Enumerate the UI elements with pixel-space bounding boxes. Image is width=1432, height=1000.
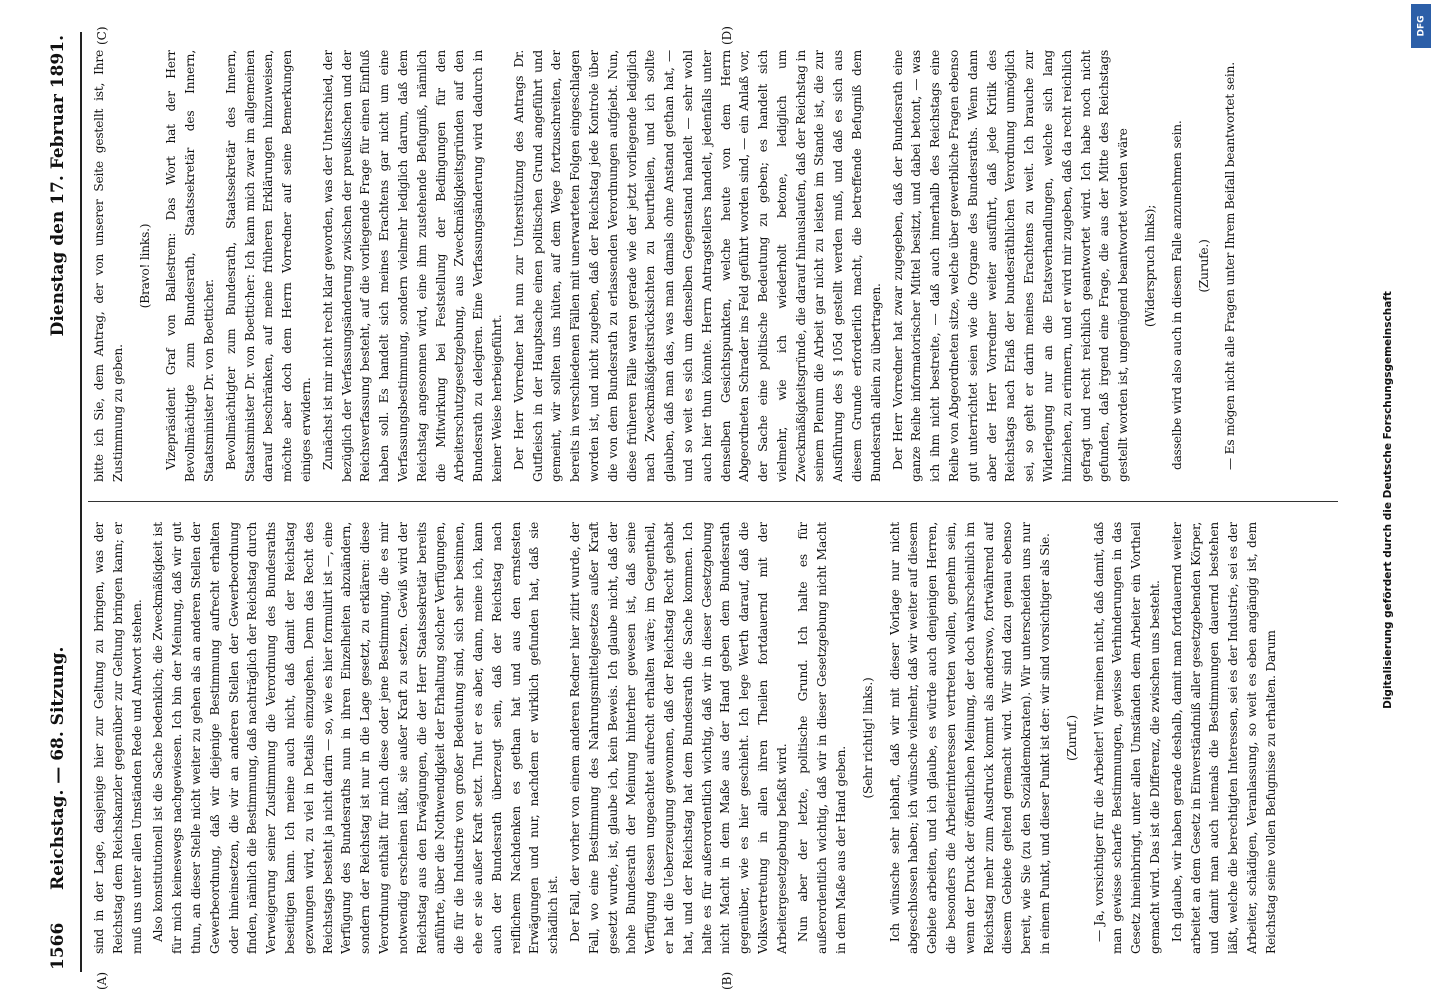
imprint-text: Digitalisierung gefördert durch die Deutsche Forschungsgemeinschaft	[1382, 291, 1394, 709]
paragraph: Der Fall, der vorher von einem anderen Redner hier zitirt wurde, der Fall, wo eine Bestimmung des Nahrungsmittelgesetzes außer Kraft gesetzt wurde, ist, glaube ich, kein Beweis. Ich glaube nicht, daß der hohe Bundesrath der Meinung hinterher gewesen ist, daß seine Verfügung dessen ungeachtet aufrecht erhalten wäre; im Gegentheil, er hat die Ueberzeugung gewonnen, daß der Reichstag Recht gehabt hat, und der Reichstag hat dem Bundesrath die Sache kommen. Ich halte es für außerordentlich wichtig, daß wir in dieser Gesetzgebung nicht Macht in dem Maße aus der Hand geben dem Bundesrath gegenüber, wie es hier geschieht. Ich lege Werth darauf, daß die Volksvertretung in allen ihren Theilen fortdauernd mit der Arbeitergesetzgebung befaßt wird.	[567, 522, 789, 954]
margin-marker-a: (A)	[95, 971, 109, 990]
interjection: (Zuruf.)	[1064, 715, 1079, 761]
paragraph: Ich glaube, wir haben gerade deshalb, damit man fortdauernd weiter arbeitet an dem Gesetz in Einverständniß aller gesetzgebenden Körper, und damit man auch niemals die Bestimmungen dauernd bestehen läßt, welche die berechtigten Interessen, sei es der Industrie, sei es der Arbeiter, schädigen, Veranlassung, so weit es eben angängig ist, dem Reichstag seine vollen Befugnisse zu erhalten. Darum	[1169, 522, 1278, 954]
digitization-imprint	[1382, 0, 1432, 1000]
paragraph: Zunächst ist mir nicht recht klar geworden, was der Unterschied, der bezüglich der Verfassungsänderung zwischen der preußischen und der Reichsverfassung besteht, auf die vorliegende Frage für einen Einfluß haben soll. Es handelt sich meines Erachtens gar nicht um eine Verfassungsbestimmung, sondern vielmehr lediglich darum, daß dem Reichstag angesonnen wird, eine ihm zustehende Befugniß, nämlich die Mitwirkung bei Feststellung der Bedingungen für den Arbeiterschutzgesetzgebung, aus Zweckmäßigkeitsgründen auf den Bundesrath zu delegiren. Eine Verfassungsänderung wird dadurch in keiner Weise herbeigeführt.	[320, 50, 504, 482]
paragraph: Der Herr Vorredner hat zwar zugegeben, daß der Bundesrath eine ganze Reihe informatorischer Mittel besitzt, und dabei betont, — was ich ihm nicht bestreite, — daß auch innerhalb des Reichstags eine Reihe von Abgeordneten sitze, welche über gewerbliche Fragen ebenso gut unterrichtet seien wie die Organe des Bundesraths. Wenn dann aber der Herr Vorredner weiter ausführt, daß jede Kritik des Reichstags nach Erlaß der bundesräthlichen Verordnung unmöglich sei, so geht er darin meines Erachtens zu weit. Ich brauche zur Widerlegung nur an die Etatsverhandlungen, welche sich lang hinziehen, zu erinnern, und er wird mir zugeben, daß da recht reichlich gefragt und recht reichlich geantwortet wird. Ich habe noch nicht gefunden, daß irgend eine Frage, die aus der Mitte des Reichstags gestellt worden ist, ungenügend beantwortet worden wäre	[890, 50, 1131, 482]
paragraph: Vizepräsident Graf von Ballestrem: Das Wort hat der Herr Bevollmächtigte zum Bundesrath, Staatssekretär des Innern, Staatsminister Dr. von Boetticher.	[164, 50, 216, 482]
paragraph: sind in der Lage, dasjenige hier zur Geltung zu bringen, was der Reichstag dem Reichskanzler gegenüber zur Geltung bringen kann; er muß uns unter allen Umständen Rede und Antwort stehen.	[92, 522, 144, 954]
paragraph: Bevollmächtigter zum Bundesrath, Staatssekretär des Innern, Staatsminister Dr. von Boetticher: Ich kann mich zwar im allgemeinen darauf beschränken, auf meine früheren Erklärungen hinzuweisen, möchte aber doch dem Herrn Vorredner auf seine Bemerkungen einiges erwidern.	[223, 50, 313, 482]
paragraph: Ich wünsche sehr lebhaft, daß wir mit dieser Vorlage nur nicht abgeschlossen haben; ich wünsche vielmehr, daß wir weiter auf diesem Gebiete arbeiten, und ich glaube, es würde auch denjenigen Herren, die besonders die Arbeiterinteressen vertreten wollen, genehm sein, wenn der Druck der öffentlichen Meinung, der doch wahrscheinlich im Reichstag mehr zum Ausdruck kommt als anderswo, fortwährend auf diesem Gebiete geltend gemacht wird. Wir sind dazu genau ebenso bereit, wie Sie (zu den Sozialdemokraten). Wir unterscheiden uns nur in einem Punkt, und dieser Punkt ist der: wir sind vorsichtiger als Sie.	[887, 522, 1053, 954]
paragraph: bitte ich Sie, dem Antrag, der von unserer Seite gestellt ist, Ihre Zustimmung zu geben.	[92, 50, 125, 482]
paragraph: — Ja, vorsichtiger für die Arbeiter! Wir meinen nicht, daß damit, daß man gewisse scharfe Bestimmungen, gewisse Verhinderungen in das Gesetz hineinbringt, unter allen Umständen dem Arbeiter ein Vortheil gemacht wird. Das ist die Differenz, die zwischen uns besteht.	[1091, 522, 1163, 954]
column-divider	[88, 501, 1338, 502]
header-rule	[80, 32, 82, 972]
paragraph: dasselbe wird also auch in diesem Falle anzunehmen sein.	[1169, 120, 1184, 470]
header-left-title: Reichstag. — 68. Sitzung.	[48, 646, 68, 890]
margin-marker-d: (D)	[720, 26, 734, 45]
interjection: (Sehr richtig! links.)	[860, 677, 875, 799]
interjection: (Widerspruch links);	[1143, 204, 1158, 328]
interjection: (Bravo! links.)	[137, 223, 152, 309]
page-number: 1566	[48, 922, 68, 970]
margin-marker-c: (C)	[95, 26, 109, 45]
interjection: (Zurufe.)	[1196, 239, 1211, 293]
header-right-title: Dienstag den 17. Februar 1891.	[48, 35, 68, 337]
dfg-logo	[1411, 4, 1431, 48]
page-header	[48, 35, 76, 970]
paragraph: Also konstitutionell ist die Sache bedenklich; die Zweckmäßigkeit ist für mich keineswegs nachgewiesen. Ich bin der Meinung, daß wir gut thun, an dieser Stelle nicht weiter zu gehen als an anderen Stellen der Gewerbeordnung, daß wir diejenige Bestimmung aufrecht erhalten oder hineinsetzen, die wir an anderen Stellen der Gewerbeordnung finden, nämlich die Bestimmung, daß nachträglich der Reichstag durch Verweigerung seiner Zustimmung die Verordnung des Bundesraths beseitigen kann. Ich meine auch nicht, daß damit der Reichstag gezwungen wird, zu viel in Details einzugehen. Denn das Recht des Reichstags besteht ja nicht darin — so, wie es hier formulirt ist —, eine Verfügung des Bundesraths nun in ihren Einzelheiten abzuändern, sondern der Reichstag ist nur in die Lage gesetzt, zu erklären: diese Verordnung enthält für mich diese oder jene Bestimmung, die es mir notwendig erscheinen läßt, sie außer Kraft zu setzen. Gewiß wird der Reichstag aus den Erwägungen, die der Herr Staatssekretär bereits anführte, über die Nothwendigkeit der Erhaltung solcher Verfügungen, die für die Industrie von großer Bedeutung sind, sich sehr besinnen, ehe er sie außer Kraft setzt. Thut er es aber, dann, meine ich, kann auch der Bundesrath überzeugt sein, daß der Reichstag nach reiflichem Nachdenken es gethan hat und aus den ernstesten Erwägungen und nur, nachdem er wirklich gefunden hat, daß sie schädlich ist.	[151, 522, 561, 954]
paragraph: Der Herr Vorredner hat nun zur Unterstützung des Antrags Dr. Gutfleisch in der Hauptsache einen politischen Grund angeführt und gemeint, wir sollten uns hüten, auf dem Wege fortzuschreiten, der bereits in verschiedenen Fällen mit unerwarteten Folgen eingeschlagen worden ist, und nicht zugeben, daß der Reichstag jede Kontrole über die von dem Bundesrath zu erlassenden Verordnungen aufgiebt. Nun, diese früheren Fälle waren gerade wie der jetzt vorliegende lediglich nach Zweckmäßigkeitsrücksichten zu beurtheilen, und ich sollte glauben, daß man das, was man damals ohne Anstand gethan hat, — und so weit es sich um denselben Gegenstand handelt — sehr wohl auch hier thun könnte. Herrn Antragstellers handelt, jedenfalls unter denselben Gesichtspunkten, welche heute von dem Herrn Abgeordneten Schrader ins Feld geführt worden sind, — ein Anlaß vor, der Sache eine politische Bedeutung zu geben; es handelt sich vielmehr, wie ich wiederholt betone, lediglich um Zweckmäßigkeitsgründe, die darauf hinauslaufen, daß der Reichstag in seinem Plenum die Arbeit gar nicht zu leisten im Stande ist, die zur Ausführung des § 105d gestellt werden muß, und daß es sich aus diesem Grunde erforderlich macht, die betreffende Befugniß dem Bundesrath allein zu übertragen.	[511, 50, 883, 482]
left-column	[90, 522, 1340, 954]
margin-marker-b: (B)	[720, 971, 734, 990]
right-column	[90, 50, 1340, 482]
dfg-logo-label: DFG	[1416, 15, 1427, 37]
paragraph: Nun aber der letzte, politische Grund. Ich halte es für außerordentlich wichtig, daß wir in dieser Gesetzgebung nicht Macht in dem Maße aus der Hand geben.	[796, 522, 849, 954]
paragraph: — Es mögen nicht alle Fragen unter Ihrem Beifall beantwortet sein.	[1223, 62, 1238, 470]
